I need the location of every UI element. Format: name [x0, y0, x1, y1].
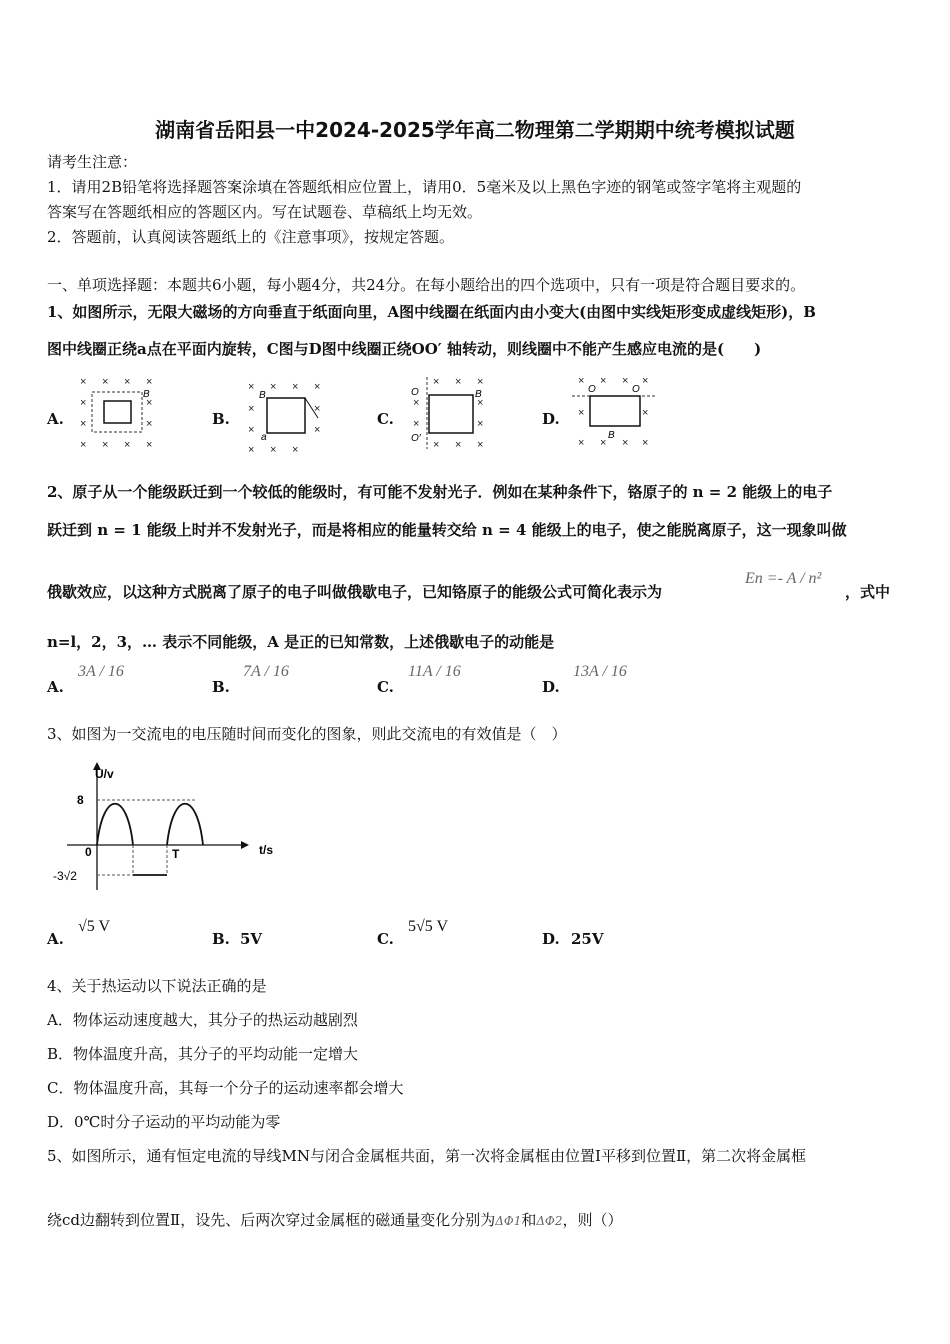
magnetic-field-cross-icon: ×: [146, 376, 153, 388]
figure-label: a: [261, 432, 267, 443]
figure-label: B: [608, 430, 615, 441]
q1-figure-b: [240, 378, 330, 458]
q4-option-a[interactable]: A．物体运动速度越大，其分子的热运动越剧烈: [47, 1011, 358, 1029]
q1-line-1: 1、如图所示，无限大磁场的方向垂直于纸面向里，A图中线圈在纸面内由小变大(由图中实线矩形变成虚线矩形)，B: [47, 303, 816, 321]
magnetic-field-cross-icon: ×: [622, 437, 629, 449]
q3-option-c-value: 5√5 V: [408, 918, 449, 935]
magnetic-field-cross-icon: ×: [270, 444, 277, 456]
magnetic-field-cross-icon: ×: [102, 439, 109, 451]
figure-label: B: [143, 389, 150, 400]
q4-line-1: 4、关于热运动以下说法正确的是: [47, 977, 267, 995]
q3-option-b-value: 5V: [240, 930, 263, 948]
q1-option-d[interactable]: D.: [542, 410, 560, 428]
q2-option-a[interactable]: A.: [47, 678, 64, 696]
q1-figure-a: [75, 375, 165, 455]
magnetic-field-cross-icon: ×: [477, 376, 484, 388]
figure-label: U/v: [95, 767, 114, 781]
q3-option-a[interactable]: A.: [47, 930, 64, 948]
q2-line-4: n=l，2，3，… 表示不同能级，A 是正的已知常数，上述俄歇电子的动能是: [47, 633, 555, 651]
magnetic-field-cross-icon: ×: [642, 407, 649, 419]
magnetic-field-cross-icon: ×: [292, 381, 299, 393]
q5-line-1: 5、如图所示，通有恒定电流的导线MN与闭合金属框共面，第一次将金属框由位置Ⅰ平移到位置Ⅱ，第二次将金属框: [47, 1147, 807, 1165]
section-heading: 一、单项选择题：本题共6小题，每小题4分，共24分。在每小题给出的四个选项中，只有一项是符合题目要求的。: [47, 276, 806, 294]
magnetic-field-cross-icon: ×: [314, 381, 321, 393]
magnetic-field-cross-icon: ×: [622, 375, 629, 387]
magnetic-field-cross-icon: ×: [413, 397, 420, 409]
notice-line-2: 答案写在答题纸相应的答题区内。写在试题卷、草稿纸上均无效。: [47, 203, 483, 221]
magnetic-field-cross-icon: ×: [248, 444, 255, 456]
q1-option-b[interactable]: B.: [212, 410, 230, 428]
magnetic-field-cross-icon: ×: [248, 424, 255, 436]
figure-label: t/s: [259, 843, 274, 857]
magnetic-field-cross-icon: ×: [433, 439, 440, 451]
page-title: 湖南省岳阳县一中2024-2025学年高二物理第二学期期中统考模拟试题: [155, 118, 795, 142]
q1-option-c[interactable]: C.: [377, 410, 394, 428]
magnetic-field-cross-icon: ×: [146, 397, 153, 409]
magnetic-field-cross-icon: ×: [600, 437, 607, 449]
magnetic-field-cross-icon: ×: [455, 439, 462, 451]
q3-option-b[interactable]: B.: [212, 930, 230, 948]
figure-label: O′: [411, 433, 421, 444]
q3-option-d-value: 25V: [571, 930, 604, 948]
notice-line-1: 1．请用2B铅笔将选择题答案涂填在答题纸相应位置上，请用0．5毫米及以上黑色字迹的钢笔或签字笔将主观题的: [47, 178, 802, 196]
figure-label: O: [632, 384, 640, 395]
magnetic-field-cross-icon: ×: [124, 376, 131, 388]
figure-label: B: [259, 390, 266, 401]
magnetic-field-cross-icon: ×: [146, 418, 153, 430]
q3-option-d[interactable]: D.: [542, 930, 560, 948]
magnetic-field-cross-icon: ×: [477, 418, 484, 430]
figure-label: T: [172, 847, 180, 861]
figure-label: -3√2: [53, 869, 77, 883]
q5-line-2: [47, 1210, 623, 1231]
figure-label: 0: [85, 845, 92, 859]
q2-option-a-value: 3A / 16: [78, 663, 124, 680]
magnetic-field-cross-icon: ×: [314, 403, 321, 415]
q2-line-3: 俄歇效应，以这种方式脱离了原子的电子叫做俄歇电子，已知铬原子的能级公式可简化表示为: [47, 583, 663, 601]
magnetic-field-cross-icon: ×: [477, 439, 484, 451]
q5-flux-symbol-2: ΔΦ2: [536, 1214, 563, 1228]
magnetic-field-cross-icon: ×: [248, 403, 255, 415]
q1-option-a[interactable]: A.: [47, 410, 64, 428]
magnetic-field-cross-icon: ×: [578, 437, 585, 449]
q3-voltage-graph: [45, 760, 295, 900]
q5-line-2-end: ，则（）: [562, 1211, 623, 1229]
magnetic-field-cross-icon: ×: [146, 439, 153, 451]
q5-flux-symbol-1: ΔΦ1: [495, 1214, 522, 1228]
q2-option-d[interactable]: D.: [542, 678, 560, 696]
q4-option-b[interactable]: B．物体温度升高，其分子的平均动能一定增大: [47, 1045, 359, 1063]
magnetic-field-cross-icon: ×: [248, 381, 255, 393]
magnetic-field-cross-icon: ×: [578, 407, 585, 419]
magnetic-field-cross-icon: ×: [80, 439, 87, 451]
q4-option-c[interactable]: C．物体温度升高，其每一个分子的运动速率都会增大: [47, 1079, 404, 1097]
magnetic-field-cross-icon: ×: [433, 376, 440, 388]
magnetic-field-cross-icon: ×: [80, 397, 87, 409]
magnetic-field-cross-icon: ×: [455, 376, 462, 388]
magnetic-field-cross-icon: ×: [292, 444, 299, 456]
q2-option-b-value: 7A / 16: [243, 663, 289, 680]
magnetic-field-cross-icon: ×: [413, 418, 420, 430]
magnetic-field-cross-icon: ×: [578, 375, 585, 387]
magnetic-field-cross-icon: ×: [270, 381, 277, 393]
q1-line-2: 图中线圈正绕a点在平面内旋转，C图与D图中线圈正绕OO′ 轴转动，则线圈中不能产生感应电流的是( ): [47, 340, 762, 358]
notice-heading: 请考生注意：: [47, 153, 138, 171]
q2-option-c[interactable]: C.: [377, 678, 394, 696]
magnetic-field-cross-icon: ×: [477, 397, 484, 409]
q2-line-1: 2、原子从一个能级跃迁到一个较低的能级时，有可能不发射光子．例如在某种条件下，铬原子的 n = 2 能级上的电子: [47, 483, 833, 501]
figure-label: O: [411, 387, 419, 398]
q1-figure-c: [405, 375, 495, 455]
q3-line-1: 3、如图为一交流电的电压随时间而变化的图象，则此交流电的有效值是（ ）: [47, 725, 567, 743]
q3-option-a-value: √5 V: [78, 918, 111, 935]
figure-label: 8: [77, 793, 84, 807]
q4-option-d[interactable]: D．0℃时分子运动的平均动能为零: [47, 1113, 281, 1131]
q2-option-b[interactable]: B.: [212, 678, 230, 696]
figure-label: O: [588, 384, 596, 395]
q2-option-c-value: 11A / 16: [408, 663, 461, 680]
q2-line-3-end: ，式中: [845, 583, 891, 601]
magnetic-field-cross-icon: ×: [102, 376, 109, 388]
magnetic-field-cross-icon: ×: [314, 424, 321, 436]
q5-and: 和: [521, 1211, 537, 1229]
magnetic-field-cross-icon: ×: [80, 418, 87, 430]
q5-line-2-text: 绕cd边翻转到位置Ⅱ，设先、后两次穿过金属框的磁通量变化分别为: [47, 1211, 496, 1229]
magnetic-field-cross-icon: ×: [642, 437, 649, 449]
q2-option-d-value: 13A / 16: [573, 663, 627, 680]
figure-label: B: [475, 389, 482, 400]
q3-option-c[interactable]: C.: [377, 930, 394, 948]
q2-line-2: 跃迁到 n = 1 能级上时并不发射光子，而是将相应的能量转交给 n = 4 能级上的电子，使之能脱离原子，这一现象叫做: [47, 521, 847, 539]
q1-figure-d: [570, 372, 660, 452]
magnetic-field-cross-icon: ×: [80, 376, 87, 388]
magnetic-field-cross-icon: ×: [600, 375, 607, 387]
notice-line-3: 2．答题前，认真阅读答题纸上的《注意事项》，按规定答题。: [47, 228, 455, 246]
magnetic-field-cross-icon: ×: [124, 439, 131, 451]
magnetic-field-cross-icon: ×: [642, 375, 649, 387]
q2-formula: En =- A / n²: [745, 570, 822, 587]
